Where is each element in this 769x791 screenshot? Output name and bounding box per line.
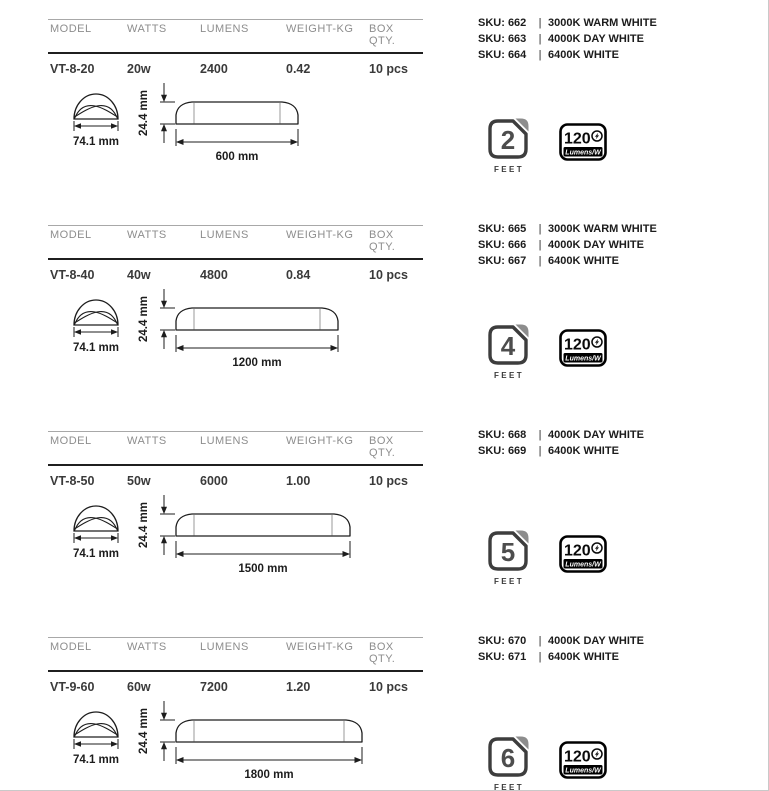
weight-value: 0.84 <box>286 268 311 282</box>
sku-separator: | <box>538 429 542 441</box>
sku-row <box>478 443 644 459</box>
sku-id: SKU: 664 <box>478 49 527 61</box>
feet-badge <box>487 324 529 380</box>
efficacy-badge-icon <box>559 123 607 163</box>
sku-id: SKU: 670 <box>478 635 527 647</box>
col-header-weight: WEIGHT-KG <box>286 435 354 447</box>
weight-value: 1.00 <box>286 474 311 488</box>
feet-badge <box>487 530 529 586</box>
sku-id: SKU: 671 <box>478 651 527 663</box>
table-header-row <box>48 19 423 54</box>
spec-table <box>48 225 423 282</box>
col-header-weight: WEIGHT-KG <box>286 641 354 653</box>
model-value: VT-8-20 <box>50 62 95 76</box>
sku-row <box>478 253 657 269</box>
col-header-model: MODEL <box>50 641 92 653</box>
feet-caption: FEET <box>493 783 525 791</box>
efficacy-badge <box>559 535 607 580</box>
feet-value: 4 <box>500 331 516 361</box>
spec-table <box>48 19 423 76</box>
feet-caption: FEET <box>493 165 525 174</box>
table-header-row <box>48 637 423 672</box>
sku-row <box>478 31 657 47</box>
sku-color-name: 4000K DAY WHITE <box>548 429 644 441</box>
model-value: VT-8-50 <box>50 474 95 488</box>
watts-value: 20w <box>127 62 151 76</box>
sku-color-name: 6400K WHITE <box>548 49 619 61</box>
sku-color-name: 3000K WARM WHITE <box>548 223 657 235</box>
boxqty-value: 10 pcs <box>369 62 408 76</box>
product-section-vt-8-20 <box>0 8 768 214</box>
spec-table <box>48 637 423 694</box>
feet-value: 6 <box>500 743 516 773</box>
sku-id: SKU: 665 <box>478 223 527 235</box>
efficacy-badge <box>559 741 607 786</box>
efficacy-unit: Lumens/W <box>565 561 601 569</box>
col-header-lumens: LUMENS <box>200 641 249 653</box>
sku-separator: | <box>538 651 542 663</box>
model-value: VT-9-60 <box>50 680 95 694</box>
sku-separator: | <box>538 255 542 267</box>
efficacy-unit: Lumens/W <box>565 149 601 157</box>
efficacy-value: 120 <box>564 130 591 148</box>
height-dimension-label: 24.4 mm <box>138 707 150 755</box>
sku-list <box>478 15 657 63</box>
product-section-vt-9-60 <box>0 626 768 791</box>
feet-badge-icon <box>487 118 529 160</box>
sku-separator: | <box>538 33 542 45</box>
spec-table <box>48 431 423 488</box>
watts-value: 50w <box>127 474 151 488</box>
length-dimension-label: 600 mm <box>215 151 259 163</box>
col-header-boxqty: BOX QTY. <box>369 435 396 459</box>
sku-list <box>478 633 644 665</box>
efficacy-badge-icon <box>559 741 607 781</box>
lumens-value: 6000 <box>200 474 228 488</box>
lumens-value: 2400 <box>200 62 228 76</box>
feet-badge <box>487 736 529 791</box>
col-header-watts: WATTS <box>127 435 167 447</box>
sku-id: SKU: 668 <box>478 429 527 441</box>
width-dimension-label: 74.1 mm <box>72 754 120 766</box>
cross-section-drawing <box>70 92 122 156</box>
sku-color-name: 6400K WHITE <box>548 445 619 457</box>
sku-color-name: 6400K WHITE <box>548 651 619 663</box>
boxqty-value: 10 pcs <box>369 680 408 694</box>
efficacy-badge <box>559 329 607 374</box>
table-data-row <box>48 672 423 694</box>
sku-separator: | <box>538 49 542 61</box>
sku-row <box>478 427 644 443</box>
width-dimension-label: 74.1 mm <box>72 548 120 560</box>
sku-row <box>478 237 657 253</box>
feet-caption: FEET <box>493 371 525 380</box>
length-dimension-label: 1800 mm <box>244 769 294 781</box>
sku-separator: | <box>538 635 542 647</box>
col-header-lumens: LUMENS <box>200 229 249 241</box>
col-header-weight: WEIGHT-KG <box>286 229 354 241</box>
watts-value: 60w <box>127 680 151 694</box>
col-header-boxqty: BOX QTY. <box>369 23 396 47</box>
height-dimension-label: 24.4 mm <box>138 89 150 137</box>
table-header-row <box>48 225 423 260</box>
boxqty-value: 10 pcs <box>369 268 408 282</box>
sku-id: SKU: 666 <box>478 239 527 251</box>
table-data-row <box>48 54 423 76</box>
table-data-row <box>48 260 423 282</box>
efficacy-value: 120 <box>564 336 591 354</box>
weight-value: 0.42 <box>286 62 311 76</box>
side-view-drawing <box>134 492 356 580</box>
sku-separator: | <box>538 17 542 29</box>
length-dimension-label: 1200 mm <box>232 357 282 369</box>
efficacy-badge-icon <box>559 535 607 575</box>
efficacy-badge <box>559 123 607 168</box>
width-dimension-label: 74.1 mm <box>72 342 120 354</box>
boxqty-value: 10 pcs <box>369 474 408 488</box>
side-view-drawing <box>134 698 368 786</box>
col-header-watts: WATTS <box>127 23 167 35</box>
efficacy-value: 120 <box>564 542 591 560</box>
feet-value: 5 <box>500 537 516 567</box>
sku-row <box>478 649 644 665</box>
table-data-row <box>48 466 423 488</box>
sku-row <box>478 15 657 31</box>
lumens-value: 7200 <box>200 680 228 694</box>
col-header-boxqty: BOX QTY. <box>369 229 396 253</box>
model-value: VT-8-40 <box>50 268 95 282</box>
cross-section-drawing <box>70 710 122 774</box>
efficacy-value: 120 <box>564 748 591 766</box>
col-header-watts: WATTS <box>127 641 167 653</box>
cross-section-drawing <box>70 298 122 362</box>
sku-id: SKU: 667 <box>478 255 527 267</box>
cross-section-drawing <box>70 504 122 568</box>
sku-color-name: 4000K DAY WHITE <box>548 33 644 45</box>
efficacy-unit: Lumens/W <box>565 355 601 363</box>
badge-row <box>487 530 607 586</box>
efficacy-badge-icon <box>559 329 607 369</box>
product-section-vt-8-40 <box>0 214 768 420</box>
sku-id: SKU: 663 <box>478 33 527 45</box>
efficacy-unit: Lumens/W <box>565 767 601 775</box>
col-header-model: MODEL <box>50 229 92 241</box>
sku-color-name: 6400K WHITE <box>548 255 619 267</box>
badge-row <box>487 324 607 380</box>
col-header-lumens: LUMENS <box>200 23 249 35</box>
side-view-drawing <box>134 80 304 168</box>
col-header-model: MODEL <box>50 23 92 35</box>
height-dimension-label: 24.4 mm <box>138 501 150 549</box>
watts-value: 40w <box>127 268 151 282</box>
col-header-weight: WEIGHT-KG <box>286 23 354 35</box>
product-section-vt-8-50 <box>0 420 768 626</box>
feet-badge <box>487 118 529 174</box>
feet-badge-icon <box>487 324 529 366</box>
sku-color-name: 4000K DAY WHITE <box>548 239 644 251</box>
sku-row <box>478 47 657 63</box>
width-dimension-label: 74.1 mm <box>72 136 120 148</box>
side-view-drawing <box>134 286 344 374</box>
sku-list <box>478 427 644 459</box>
badge-row <box>487 736 607 791</box>
sku-color-name: 4000K DAY WHITE <box>548 635 644 647</box>
table-header-row <box>48 431 423 466</box>
lumens-value: 4800 <box>200 268 228 282</box>
badge-row <box>487 118 607 174</box>
feet-badge-icon <box>487 530 529 572</box>
sku-separator: | <box>538 223 542 235</box>
col-header-watts: WATTS <box>127 229 167 241</box>
feet-badge-icon <box>487 736 529 778</box>
col-header-boxqty: BOX QTY. <box>369 641 396 665</box>
feet-value: 2 <box>500 125 516 155</box>
sku-separator: | <box>538 445 542 457</box>
feet-caption: FEET <box>493 577 525 586</box>
weight-value: 1.20 <box>286 680 311 694</box>
sku-id: SKU: 669 <box>478 445 527 457</box>
length-dimension-label: 1500 mm <box>238 563 288 575</box>
height-dimension-label: 24.4 mm <box>138 295 150 343</box>
sku-color-name: 3000K WARM WHITE <box>548 17 657 29</box>
col-header-model: MODEL <box>50 435 92 447</box>
sku-id: SKU: 662 <box>478 17 527 29</box>
sku-row <box>478 221 657 237</box>
sku-row <box>478 633 644 649</box>
sku-separator: | <box>538 239 542 251</box>
col-header-lumens: LUMENS <box>200 435 249 447</box>
sku-list <box>478 221 657 269</box>
